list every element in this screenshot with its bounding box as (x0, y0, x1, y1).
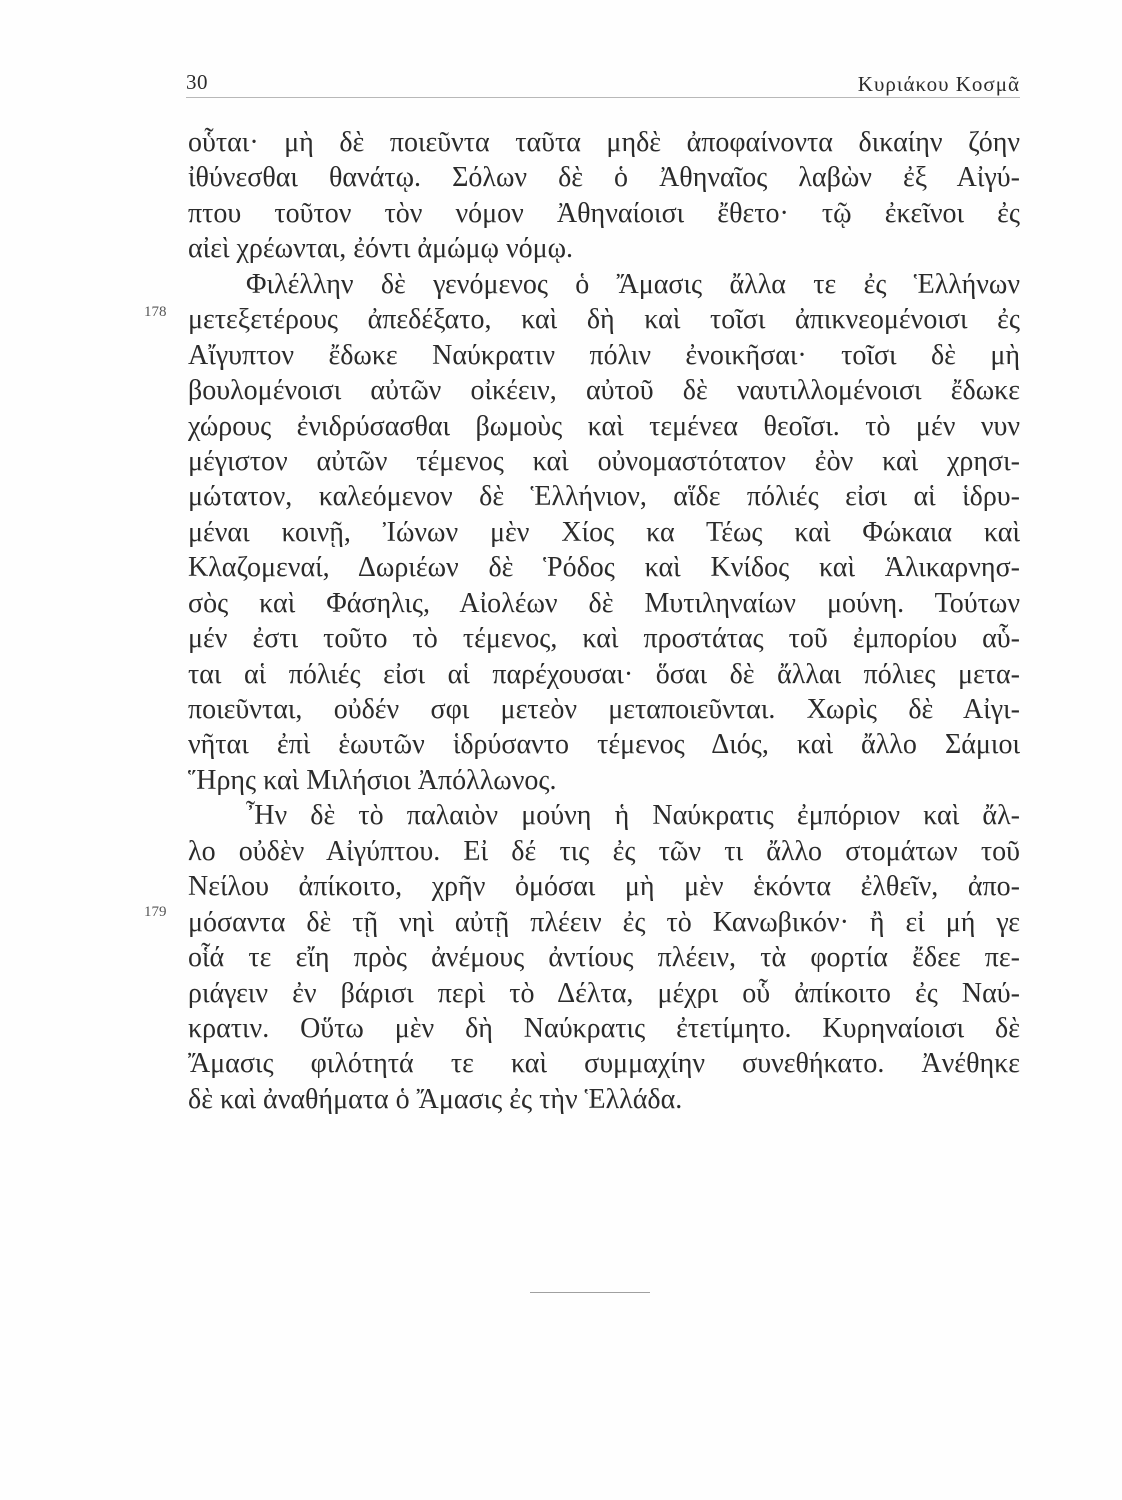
end-rule (530, 1292, 650, 1293)
text-line: Αἴγυπτον ἔδωκε Ναύκρατιν πόλιν ἐνοικῆσαι· τοῖσι δὲ μὴ (188, 339, 1020, 371)
text-line: ποιεῦνται, οὐδέν σφι μετεὸν μεταποιεῦνται. Χωρὶς δὲ Αἰγι- (188, 694, 1020, 725)
text-line: κρατιν. Οὕτω μὲν δὴ Ναύκρατις ἐτετίμητο. Κυρηναίοισι δὲ (188, 1012, 1020, 1044)
running-title: Κυριάκου Κοσμᾶ (857, 72, 1020, 96)
text-line: Νείλου ἀπίκοιτο, χρῆν ὀμόσαι μὴ μὲν ἑκόντα ἐλθεῖν, ἀπο- (188, 871, 1020, 903)
text-line: νῆται ἐπὶ ἑωυτῶν ἱδρύσαντο τέμενος Διός, καὶ ἄλλο Σάμιοι (188, 729, 1020, 761)
text-line: βουλομένοισι αὐτῶν οἰκέειν, αὐτοῦ δὲ ναυτιλλομένοισι ἔδωκε (188, 375, 1020, 407)
text-line: μώτατον, καλεόμενον δὲ Ἑλλήνιον, αἵδε πόλιές εἰσι αἱ ἱδρυ- (188, 481, 1020, 513)
section-number-178: 178 (144, 304, 167, 320)
page-number: 30 (186, 70, 208, 94)
text-line: Ἄμασις φιλότητά τε καὶ συμμαχίην συνεθήκατο. Ἀνέθηκε (188, 1048, 1020, 1080)
text-line: μέγιστον αὐτῶν τέμενος καὶ οὐνομαστότατον ἐὸν καὶ χρησι- (188, 445, 1020, 477)
text-line: Ἥρης καὶ Μιλήσιοι Ἀπόλλωνος. (188, 764, 557, 796)
text-line: χώρους ἐνιδρύσασθαι βωμοὺς καὶ τεμένεα θεοῖσι. τὸ μέν νυν (188, 410, 1020, 442)
text-line: Φιλέλλην δὲ γενόμενος ὁ Ἄμασις ἄλλα τε ἐς Ἑλλήνων (246, 268, 1020, 300)
section-number-179: 179 (144, 904, 167, 920)
text-line: μετεξετέρους ἀπεδέξατο, καὶ δὴ καὶ τοῖσι ἀπικνεομένοισι ἐς (188, 304, 1020, 336)
text-line: Κλαζομεναί, Δωριέων δὲ Ῥόδος καὶ Κνίδος καὶ Ἁλικαρνησ- (188, 552, 1020, 584)
text-line: σὸς καὶ Φάσηλις, Αἰολέων δὲ Μυτιληναίων μούνη. Τούτων (188, 587, 1020, 619)
text-line: ται αἱ πόλιές εἰσι αἱ παρέχουσαι· ὅσαι δὲ ἄλλαι πόλιες μετα- (188, 658, 1020, 690)
text-line: Ἦν δὲ τὸ παλαιὸν μούνη ἡ Ναύκρατις ἐμπόριον καὶ ἄλ- (246, 800, 1020, 832)
text-line: ριάγειν ἐν βάρισι περὶ τὸ Δέλτα, μέχρι οὗ ἀπίκοιτο ἐς Ναύ- (188, 977, 1020, 1009)
text-line: μόσαντα δὲ τῇ νηὶ αὐτῇ πλέειν ἐς τὸ Κανωβικόν· ἢ εἰ μή γε (188, 906, 1020, 938)
header-rule (186, 97, 1020, 98)
text-line: ἰθύνεσθαι θανάτῳ. Σόλων δὲ ὁ Ἀθηναῖος λαβὼν ἐξ Αἰγύ- (188, 162, 1020, 194)
text-line: λο οὐδὲν Αἰγύπτου. Εἰ δέ τις ἐς τῶν τι ἄλλο στομάτων τοῦ (188, 835, 1020, 867)
text-line: αἰεὶ χρέωνται, ἐόντι ἀμώμῳ νόμῳ. (188, 233, 574, 265)
text-line: μέν ἐστι τοῦτο τὸ τέμενος, καὶ προστάτας τοῦ ἐμπορίου αὗ- (188, 623, 1020, 655)
text-line: δὲ καὶ ἀναθήματα ὁ Ἄμασις ἐς τὴν Ἑλλάδα. (188, 1083, 683, 1115)
text-line: οἷά τε εἴη πρὸς ἀνέμους ἀντίους πλέειν, τὰ φορτία ἔδεε πε- (188, 942, 1020, 974)
text-line: μέναι κοινῇ, Ἰώνων μὲν Χίος κα Τέως καὶ Φώκαια καὶ (188, 516, 1020, 548)
running-head (186, 66, 1020, 100)
text-line: πτου τοῦτον τὸν νόμον Ἀθηναίοισι ἔθετο· τῷ ἐκεῖνοι ἐς (188, 197, 1020, 229)
text-line: οὗται· μὴ δὲ ποιεῦντα ταῦτα μηδὲ ἀποφαίνοντα δικαίην ζόην (188, 127, 1020, 158)
body-text (188, 125, 1020, 1117)
